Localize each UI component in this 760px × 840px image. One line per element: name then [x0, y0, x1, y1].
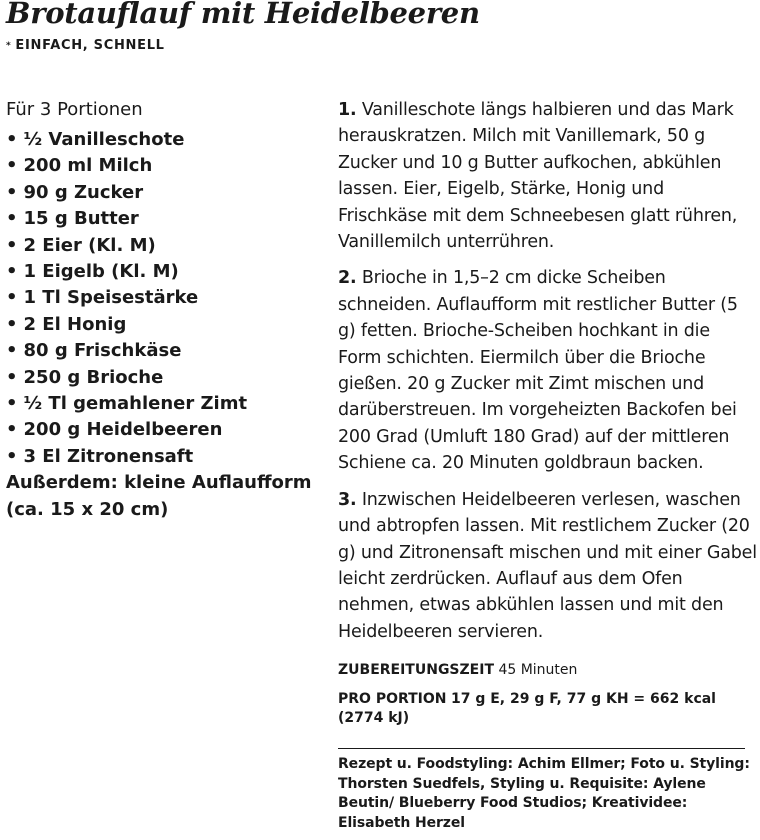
- bullet: •: [6, 313, 18, 335]
- bullet: •: [6, 287, 18, 309]
- ingredient-item: [6, 338, 326, 364]
- bullet: •: [6, 208, 18, 230]
- step-text: Inzwischen Heidelbeeren verlesen, waschen und abtropfen lassen. Mit restlichem Zucker (20 g) und Zitronensaft mischen und mit einer Gabel leicht zerdrücken. Auflauf aus dem Ofen nehmen, etwas abkühlen lassen und mit den Heidelbeeren servieren.: [338, 489, 757, 642]
- portions: Für 3 Portionen: [6, 99, 143, 120]
- nutrition-info: [338, 690, 758, 728]
- ingredient-item: [6, 391, 326, 417]
- bullet: •: [6, 155, 18, 177]
- ingredient-text: 3 El Zitronensaft: [23, 445, 194, 467]
- bullet: •: [6, 445, 18, 467]
- ingredient-text: ½ Vanilleschote: [23, 129, 185, 150]
- ingredient-text: 15 g Butter: [23, 208, 139, 230]
- tags-text: EINFACH, SCHNELL: [15, 38, 165, 53]
- recipe-tags: [6, 38, 165, 53]
- bullet: •: [6, 366, 18, 388]
- ingredient-item: [6, 444, 326, 470]
- step-text: Vanilleschote längs halbieren und das Mark herauskratzen. Milch mit Vanillemark, 50 g Zucker und 10 g Butter aufkochen, abkühlen lassen. Eier, Eigelb, Stärke, Honig und Frischkäse mit dem Schneebesen glatt rühren, Vanillemilch unterrühren.: [338, 100, 738, 253]
- step-number: 2.: [338, 268, 357, 289]
- ingredient-text: 1 Eigelb (Kl. M): [23, 261, 179, 283]
- step-number: 1.: [338, 100, 357, 120]
- bullet: •: [6, 181, 18, 203]
- ingredient-text: 250 g Brioche: [23, 366, 164, 388]
- ingredient-text: 2 El Honig: [23, 313, 127, 335]
- ingredient-item: [6, 312, 326, 338]
- step-3: [338, 487, 758, 645]
- nutrition-value: 17 g E, 29 g F, 77 g KH = 662 kcal (2774 kJ): [338, 691, 716, 727]
- ingredient-item: [6, 417, 326, 443]
- prep-time-value: 45 Minuten: [498, 662, 578, 679]
- steps-column: [338, 97, 758, 833]
- step-1: [338, 97, 758, 255]
- ingredient-item: [6, 365, 326, 391]
- bullet: •: [6, 129, 18, 150]
- ingredient-item: [6, 180, 326, 206]
- step-2: [338, 265, 758, 476]
- ingredient-text: ½ Tl gemahlener Zimt: [23, 393, 248, 415]
- ingredient-item: [6, 127, 326, 153]
- prep-time: [338, 661, 758, 680]
- ingredient-list: [6, 127, 326, 470]
- ingredient-text: 2 Eier (Kl. M): [23, 234, 156, 256]
- tag-marker: *: [6, 41, 12, 51]
- ingredient-text: 200 g Heidelbeeren: [23, 419, 223, 441]
- bullet: •: [6, 419, 18, 441]
- bullet: •: [6, 393, 18, 415]
- divider: [338, 748, 745, 749]
- recipe-title: Brotauflauf mit Heidelbeeren: [6, 0, 480, 30]
- step-text: Brioche in 1,5–2 cm dicke Scheiben schneiden. Auflaufform mit restlicher Butter (5 g) fetten. Brioche-Scheiben hochkant in die Form schichten. Eiermilch über die Brioche gießen. 20 g Zucker mit Zimt mischen und darüberstreuen. Im vorgeheizten Backofen bei 200 Grad (Umluft 180 Grad) auf der mittleren Schiene ca. 20 Minuten goldbraun backen.: [338, 268, 738, 474]
- bullet: •: [6, 340, 18, 362]
- ingredients-column: [6, 97, 326, 523]
- bullet: •: [6, 261, 18, 283]
- ingredient-item: [6, 259, 326, 285]
- bullet: •: [6, 234, 18, 256]
- ingredient-text: 1 Tl Speisestärke: [23, 287, 199, 309]
- ingredient-item: [6, 153, 326, 179]
- ingredient-text: 90 g Zucker: [23, 181, 144, 203]
- step-number: 3.: [338, 489, 357, 510]
- prep-time-label: ZUBEREITUNGSZEIT: [338, 662, 494, 679]
- ingredient-item: [6, 233, 326, 259]
- ingredient-text: 200 ml Milch: [23, 155, 153, 177]
- ingredient-item: [6, 206, 326, 232]
- ingredient-item: [6, 285, 326, 311]
- ingredient-text: 80 g Frischkäse: [23, 340, 182, 362]
- credits: Rezept u. Foodstyling: Achim Ellmer; Foto u. Styling: Thorsten Suedfels, Styling u. Requisite: Aylene Beutin/ Blueberry Food Studios; Kreatividee: Elisabeth Herzel: [338, 756, 750, 831]
- extra-equipment: Außerdem: kleine Auflaufform (ca. 15 x 20 cm): [6, 472, 312, 520]
- nutrition-label: PRO PORTION: [338, 691, 447, 708]
